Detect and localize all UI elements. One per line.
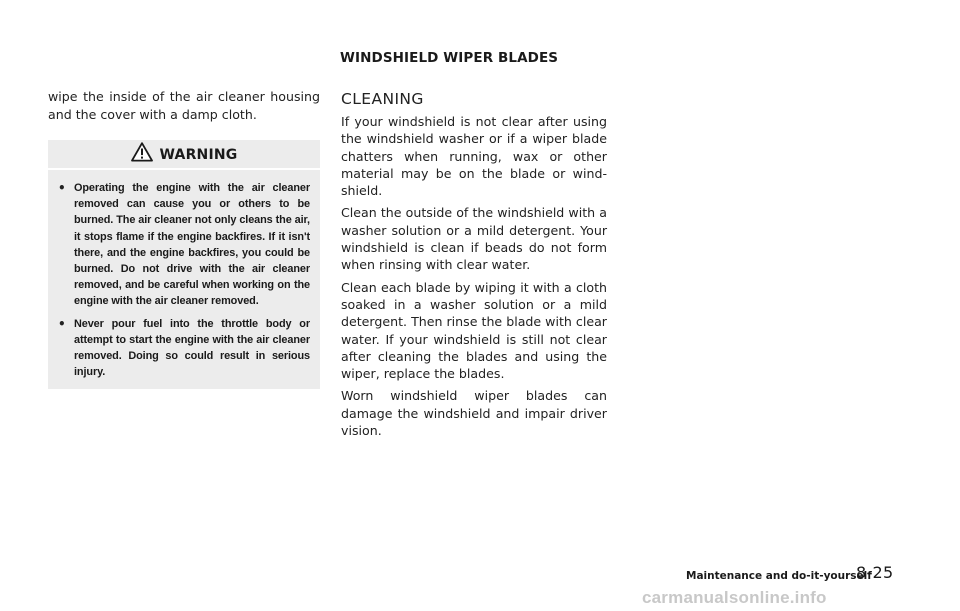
body-paragraph: If your windshield is not clear after using the windshield washer or if a wiper blade chatters when running, wax or other material may be on the blade or wind-shield. xyxy=(341,114,607,199)
warning-text: Never pour fuel into the throttle body or attempt to start the engine with the air cleaner removed. Doing so could result in serious injury. xyxy=(74,317,310,379)
page-title: WINDSHIELD WIPER BLADES xyxy=(340,50,559,66)
warning-item xyxy=(58,180,310,310)
warning-list xyxy=(58,180,310,380)
warning-box xyxy=(48,140,320,389)
section-heading-cleaning: CLEANING xyxy=(341,90,424,108)
intro-paragraph: wipe the inside of the air cleaner housing and the cover with a damp cloth. xyxy=(48,89,320,122)
warning-title: WARNING xyxy=(159,147,238,163)
warning-header xyxy=(48,142,320,170)
bullet: • xyxy=(58,316,66,331)
footer-section-title: Maintenance and do-it-yourself xyxy=(686,570,872,582)
watermark: carmanualsonline.info xyxy=(642,588,827,607)
right-column xyxy=(341,90,607,444)
warning-triangle-icon xyxy=(131,145,160,166)
warning-text: Operating the engine with the air cleaner removed can cause you or others to be burned. The air cleaner not only cleans the air, it stops flame if the engine backfires. If it isn't there, and the engine backfires, you could be burned. Do not drive with the air cleaner removed, and be careful when working on the engine with the air cleaner removed. xyxy=(74,182,310,308)
page-number: 8-25 xyxy=(856,563,894,582)
warning-item xyxy=(58,316,310,381)
body-paragraph: Clean the outside of the windshield with a washer solution or a mild detergent. Your windshield is clean if beads do not form when rinsing with clear water. xyxy=(341,205,607,273)
left-column xyxy=(48,88,320,123)
body-paragraph: Worn windshield wiper blades can damage the windshield and impair driver vision. xyxy=(341,388,607,439)
body-paragraph: Clean each blade by wiping it with a cloth soaked in a washer solution or a mild detergent. Then rinse the blade with clear water. If your windshield is still not clear after cleaning the blades and using the wiper, replace the blades. xyxy=(341,279,607,382)
bullet: • xyxy=(58,181,66,195)
